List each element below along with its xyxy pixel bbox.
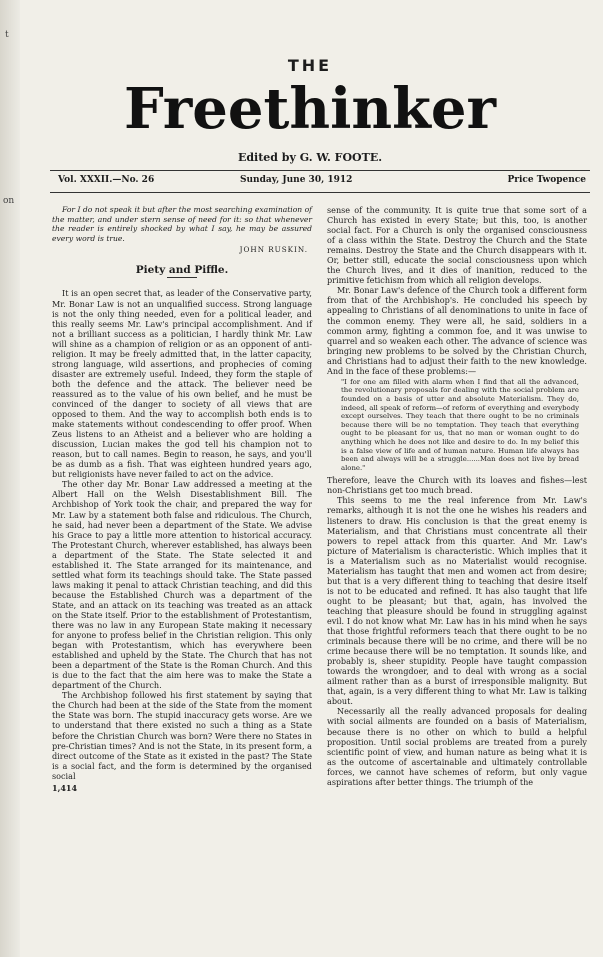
article-paragraph: Necessarily all the really advanced proposals for dealing with social ailments are founded on a basis of Materialism, because there is no other on which to build a helpful proposition. Until social problems are treated from a purely scientific point of view, and human nature as being what it is as the outcome of ascertainable and ultimately controllable forces, we cannot have schemes of reform, but only vague aspirations after better things. The triumph of the: [327, 706, 587, 787]
right-column: [327, 205, 587, 787]
article-paragraph: The other day Mr. Bonar Law addressed a meeting at the Albert Hall on the Welsh Disestablishment Bill. The Archbishop of York took the chair, and prepared the way for Mr. Law by a statement both false and ridiculous. The Church, he said, had never been a department of the State. We advise his Grace to pay a little more attention to historical accuracy. The Protestant Church, wherever established, has always been a department of the State. The State selected it and established it. The State arranged for its maintenance, and settled what form its teachings should take. The State passed laws making it penal to attack Christian teaching, and did this because the Established Church was a department of the State, and an attack on its teaching was treated as an attack on the State itself. Prior to the establishment of Protestantism, there was no law in any European State making it necessary for anyone to profess belief in the Christian religion. This only began with Protestantism, which has everywhere been established and upheld by the State. The Church that has not been a department of the State is the Roman Church. And this is due to the fact that the aim here was to make the State a department of the Church.: [52, 479, 312, 691]
article-paragraph: sense of the community. It is quite true that some sort of a Church has existed in every State; but this, too, is another social fact. For a Church is only the organised consciousness of a class within the State. Destroy the Church and the State remains. Destroy the State and the Church disappears with it. Or, better still, educate the social consciousness upon which the Church lives, and it dies of inanition, reduced to the primitive fetichism from which all religion develops.: [327, 205, 587, 286]
bottom-rule: [50, 192, 590, 193]
article-paragraph: Mr. Bonar Law's defence of the Church took a different form from that of the Archbishop's. He concluded his speech by appealing to Christians of all denominations to unite in face of the common enemy. They were all, he said, soldiers in a common army, fighting a common foe, and it was unwise to quarrel and so weaken each other. The advance of science was bringing new problems to be solved by the Christian Church, and Christians had to adjust their faith to the new knowledge. And in the face of these problems:—: [327, 285, 587, 376]
title-divider: [167, 277, 197, 278]
article-paragraph: Therefore, leave the Church with its loaves and fishes—lest non-Christians get too much bread.: [327, 475, 587, 496]
epigraph: For I do not speak it but after the most searching examination of the matter, and under stern sense of need for it: so that whenever the reader is entirely shocked by what I say, he may be assured every word is true.: [52, 205, 312, 243]
issue-date: Sunday, June 30, 1912: [240, 175, 353, 185]
edge-mark: t: [5, 30, 9, 40]
article-paragraph: It is an open secret that, as leader of the Conservative party, Mr. Bonar Law is not an unqualified success. Strong language is not the only thing needed, even for a political leader, and this really seems Mr. Law's principal accomplishment. And if not a brilliant success as a politician, I hardly think Mr. Law will shine as a champion of religion or as an opponent of anti-religion. It may be freely admitted that, in the latter capacity, strong language, wild assertions, and prophecies of coming disaster are extremely useful. Indeed, they form the staple of both the defence and the attack. The believer need be reassured as to the value of his own belief, and he must be convinced of the danger to society of all views that are opposed to them. And the way to accomplish both ends is to make statements without condescending to offer proof. When Zeus listens to an Atheist and a believer who are holding a discussion, Lucian makes the god tell his champion not to reason, but to call names. Begin to reason, he says, and you'll be as dumb as a fish. That was eighteen hundred years ago, but religionists have never failed to act on the advice.: [52, 288, 312, 480]
issue-price: Price Twopence: [507, 175, 586, 185]
masthead: [40, 56, 580, 164]
page-edge: [0, 0, 20, 957]
editor-line: Edited by G. W. FOOTE.: [237, 151, 383, 164]
publication-title: Freethinker: [123, 76, 497, 142]
top-rule: [50, 170, 590, 171]
article-paragraph: This seems to me the real inference from Mr. Law's remarks, although it is not the one he wishes his readers and listeners to draw. His conclusion is that the great enemy is Materialism, and that Christians must concentrate all their powers to repel attack from this quarter. And Mr. Law's picture of Materialism is characteristic. Which implies that it is a Materialism such as no Materialist would recognise. Materialism has taught that men and women act from desire; but that is a very different thing to teaching that desire itself is not to be educated and refined. It has also taught that life ought to be pleasant; but that, again, has involved the teaching that pleasure should be found in struggling against evil. I do not know what Mr. Law has in his mind when he says that those frightful reformers teach that there ought to be no criminals because there will be no crime, and there will be no crime because there will be no temptation. It sounds like, and probably is, sheer stupidity. People have taught compassion towards the wrongdoer, and to deal with wrong as a social ailment rather than as a burst of irresponsible malignity. But that, again, is a very different thing to what Mr. Law is talking about.: [327, 495, 587, 707]
edge-mark: on: [3, 196, 15, 206]
masthead-the: THE: [287, 56, 333, 75]
volume-number: Vol. XXXII.—No. 26: [58, 175, 155, 185]
epigraph-author: JOHN RUSKIN.: [239, 245, 308, 255]
page-number: 1,414: [52, 782, 78, 793]
left-column: [52, 205, 312, 793]
article-title: Piety and Piffle.: [135, 264, 229, 277]
article-paragraph: The Archbishop followed his first statement by saying that the Church had been at the side of the State from the moment the State was born. The stupid inaccuracy gets worse. Are we to understand that there existed no such a thing as a State before the Christian Church was born? Were there no States in pre-Christian times? And is not the State, in its present form, a direct outcome of the State as it existed in the past? The State is a social fact, and the form is determined by the organised social: [52, 690, 312, 781]
block-quote: "I for one am filled with alarm when I find that all the advanced, the revolutionary proposals for dealing with the social problem are founded on a basis of utter and absolute Materialism. They do, indeed, all speak of reform—of reform of everything and everybody except ourselves. They teach that there ought to be no criminals because there will be no temptation. They teach that everything ought to be pleasant for us, that no man or woman ought to do anything which he does not like and desire to do. In my belief this is a false view of life and of human nature. Human life always has been and always will be a struggle......Man does not live by bread alone.": [341, 377, 579, 472]
issue-info-bar: [50, 175, 590, 189]
